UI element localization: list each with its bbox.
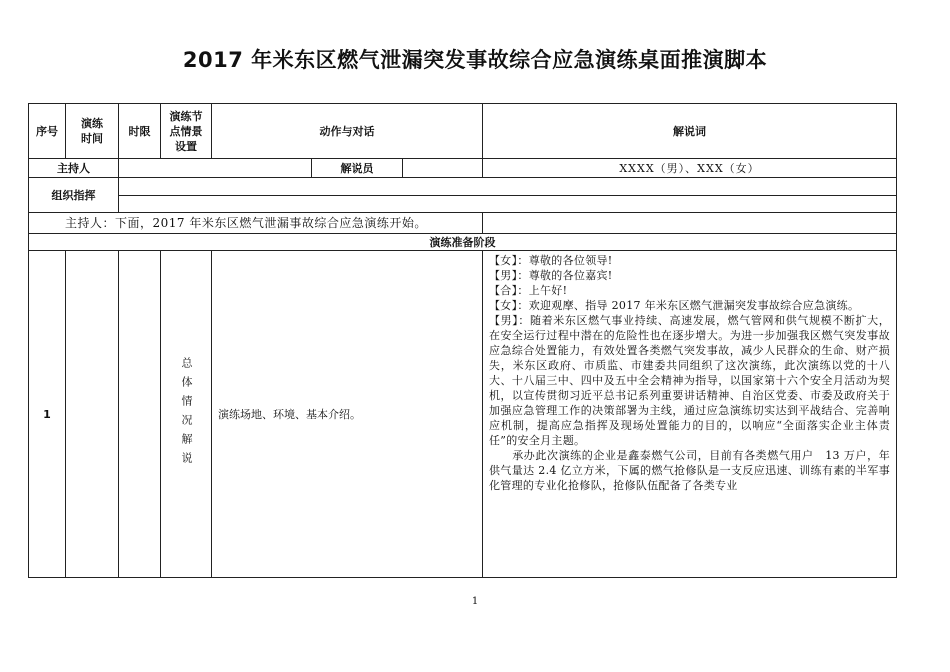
header-node-line3: 设置 bbox=[175, 139, 197, 153]
host-name-value bbox=[119, 159, 312, 177]
narrator-value: XXXX（男）、XXX（女） bbox=[483, 159, 897, 178]
document-title: 2017 年米东区燃气泄漏突发事故综合应急演练桌面推演脚本 bbox=[182, 48, 768, 72]
narrator-spacer bbox=[403, 159, 482, 177]
header-row bbox=[29, 104, 897, 159]
row1-time bbox=[66, 251, 119, 578]
commentary-line: 【女】：欢迎观摩、指导 2017 年米东区燃气泄漏突发事故综合应急演练。 bbox=[489, 299, 860, 312]
command-label: 组织指挥 bbox=[29, 178, 119, 213]
header-action: 动作与对话 bbox=[212, 104, 483, 159]
command-row-b bbox=[29, 196, 897, 213]
commentary-line: 【男】：尊敬的各位嘉宾! bbox=[489, 269, 613, 282]
table-row bbox=[29, 251, 897, 578]
row1-commentary-text bbox=[489, 253, 890, 577]
row1-node: 总体情况解说 bbox=[180, 357, 193, 471]
row1-limit bbox=[119, 251, 161, 578]
host-opening-line: 主持人：下面，2017 年米东区燃气泄漏事故综合应急演练开始。 bbox=[29, 213, 483, 234]
commentary-line: 【合】：上午好! bbox=[489, 284, 568, 297]
row1-action: 演练场地、环境、基本介绍。 bbox=[212, 251, 483, 578]
narrator-label: 解说员 bbox=[312, 159, 403, 177]
stage-label: 演练准备阶段 bbox=[29, 234, 897, 251]
page-number: 1 bbox=[471, 596, 479, 607]
host-line-commentary bbox=[483, 213, 897, 234]
drill-script-table bbox=[28, 103, 897, 578]
commentary-line: 承办此次演练的企业是鑫泰燃气公司，目前有各类燃气用户 13 万户，年供气量达 2.4 亿立方米，下属的燃气抢修队是一支反应迅速、训练有素的半军事化管理的专业化抢修队，抢修队伍配备了各类专业 bbox=[489, 449, 890, 492]
stage-row bbox=[29, 234, 897, 251]
header-limit: 时限 bbox=[119, 104, 161, 159]
row1-node-cell bbox=[161, 251, 212, 578]
header-node-line1: 演练节 bbox=[169, 109, 203, 123]
header-node-line2: 点情景 bbox=[169, 124, 203, 138]
commentary-line: 【男】：随着米东区燃气事业持续、高速发展，燃气管网和供气规模不断扩大，在安全运行过程中潜在的危险性也在逐步增大。为进一步加强我区燃气突发事故应急综合处置能力，有效处置各类燃气突发事故，减少人民群众的生命、财产损失，米东区政府、市质监、市建委共同组织了这次演练，此次演练以党的十八大、十八届三中、四中及五中全会精神为指导，以国家第十六个安全月活动为契机，以宣传贯彻习近平总书记系列重要讲话精神、自治区党委、市委及政府关于加强应急管理工作的决策部署为主线，通过应急演练切实达到平战结合、完善响应机制，提高应急指挥及现场处置能力的目的，以响应“全面落实企业主体责任”的安全月主题。 bbox=[489, 314, 890, 447]
row1-seq: 1 bbox=[29, 251, 66, 578]
header-commentary: 解说词 bbox=[483, 104, 897, 159]
header-time-line1: 演练 bbox=[81, 117, 103, 130]
host-line-row bbox=[29, 213, 897, 234]
command-value-b bbox=[119, 196, 897, 213]
command-value-a bbox=[119, 178, 897, 196]
commentary-line: 【女】：尊敬的各位领导! bbox=[489, 254, 613, 267]
header-seq: 序号 bbox=[29, 104, 66, 159]
host-name-narrator-cell bbox=[119, 159, 483, 178]
row1-commentary bbox=[483, 251, 897, 578]
header-node bbox=[161, 104, 212, 159]
host-row bbox=[29, 159, 897, 178]
header-time-line2: 时间 bbox=[81, 132, 103, 145]
command-row-a bbox=[29, 178, 897, 196]
host-label: 主持人 bbox=[29, 159, 119, 178]
header-time bbox=[66, 104, 119, 159]
